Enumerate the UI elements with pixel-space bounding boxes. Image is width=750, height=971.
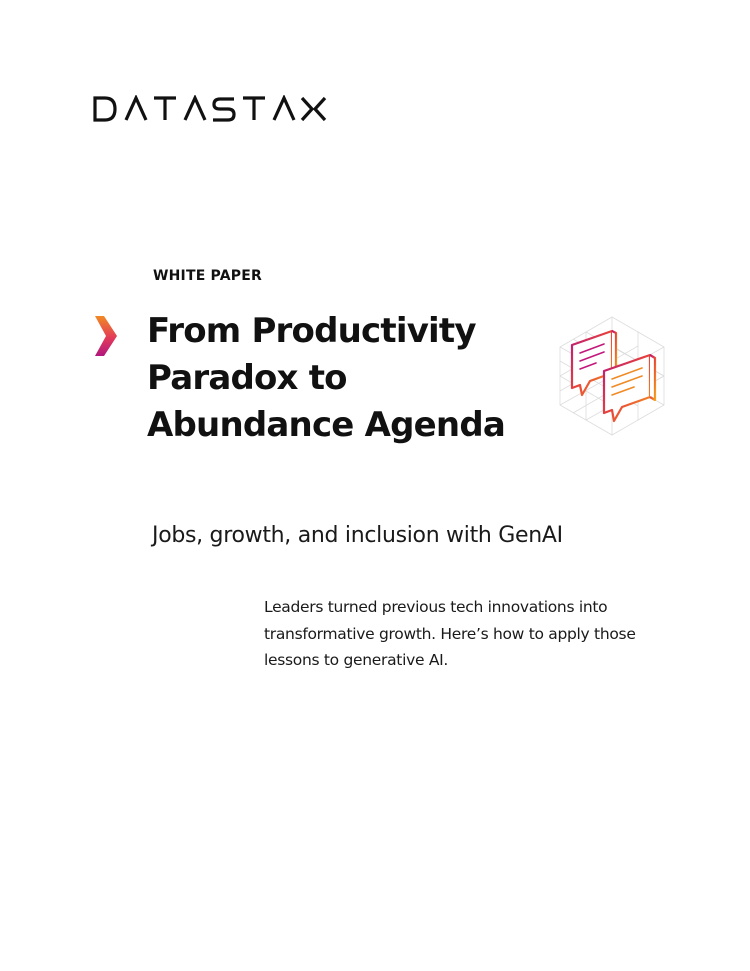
- page-title: [147, 308, 547, 449]
- title-line: Abundance Agenda: [147, 405, 505, 445]
- chat-bubbles-icon: [556, 315, 668, 442]
- datastax-logo: [93, 95, 343, 130]
- document-type-label: WHITE PAPER: [153, 268, 262, 284]
- title-line: Paradox to: [147, 358, 347, 398]
- intro-line: transformative growth. Here’s how to apply those: [264, 624, 636, 643]
- title-line: From Productivity: [147, 311, 476, 351]
- chevron-right-icon: [94, 316, 118, 361]
- intro-line: Leaders turned previous tech innovations into: [264, 598, 608, 616]
- subtitle: Jobs, growth, and inclusion with GenAI: [152, 523, 563, 548]
- logo-wordmark: [93, 95, 343, 125]
- intro-paragraph: [264, 594, 664, 674]
- intro-line: lessons to generative AI.: [264, 651, 449, 669]
